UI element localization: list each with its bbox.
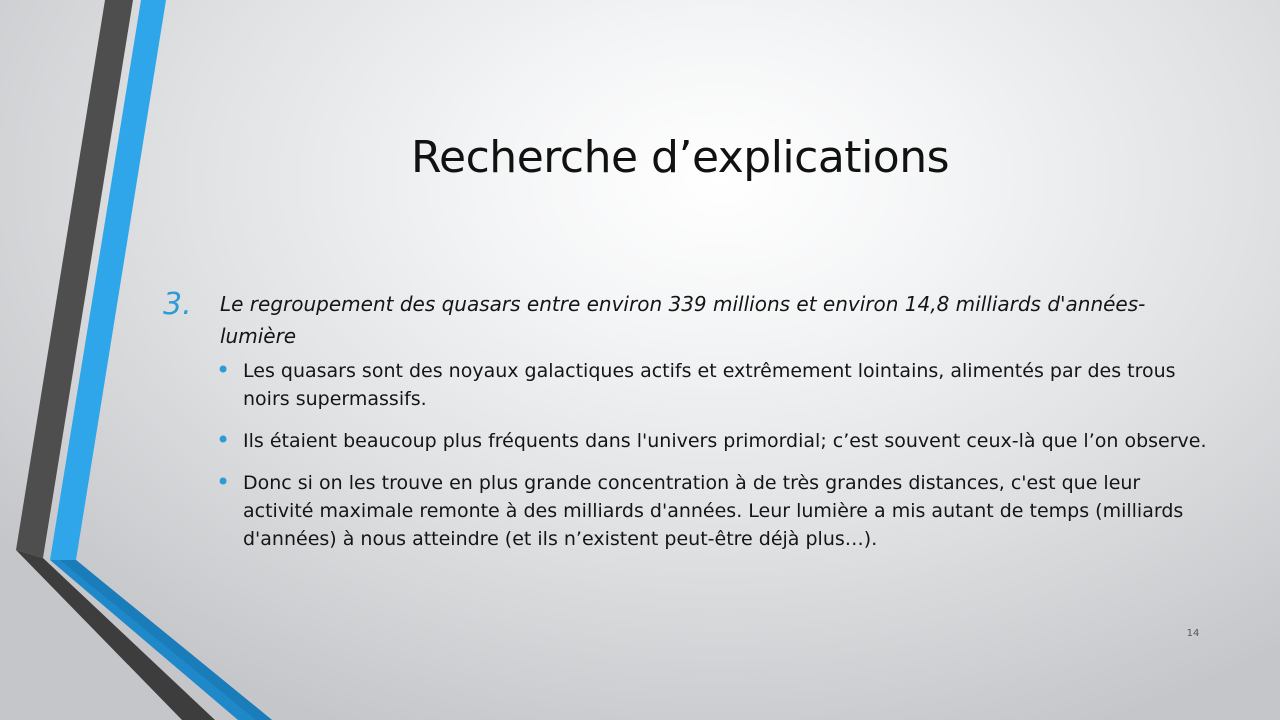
bullet-list — [160, 357, 1220, 553]
bullet-text: Donc si on les trouve en plus grande concentration à de très grandes distances, c'est que leur activité maximale remonte à des milliards d'années. Leur lumière a mis autant de temps (milliards d'années) à nous atteindre (et ils n’existent peut-être déjà plus…). — [243, 472, 1184, 550]
bullet-dot-icon: • — [216, 426, 231, 454]
bullet-text: Les quasars sont des noyaux galactiques actifs et extrêmement lointains, alimentés par des trous noirs supermassifs. — [243, 360, 1176, 410]
bullet-item — [216, 356, 1208, 413]
bullet-dot-icon: • — [216, 468, 231, 496]
slide-title: Recherche d’explications — [410, 132, 950, 183]
item-number: 3. — [163, 287, 192, 322]
slide-content — [160, 288, 1220, 567]
bullet-dot-icon: • — [216, 356, 231, 384]
bullet-item — [216, 468, 1208, 553]
page-number: 14 — [1186, 628, 1200, 639]
numbered-item — [160, 288, 1220, 352]
bullet-text: Ils étaient beaucoup plus fréquents dans l'univers primordial; c’est souvent ceux-là que l’on observe. — [243, 430, 1207, 452]
item-heading: Le regroupement des quasars entre environ 339 millions et environ 14,8 milliards d'années-lumière — [220, 292, 1146, 348]
decor-dark-band-lower — [16, 550, 215, 720]
bullet-item — [216, 426, 1208, 455]
